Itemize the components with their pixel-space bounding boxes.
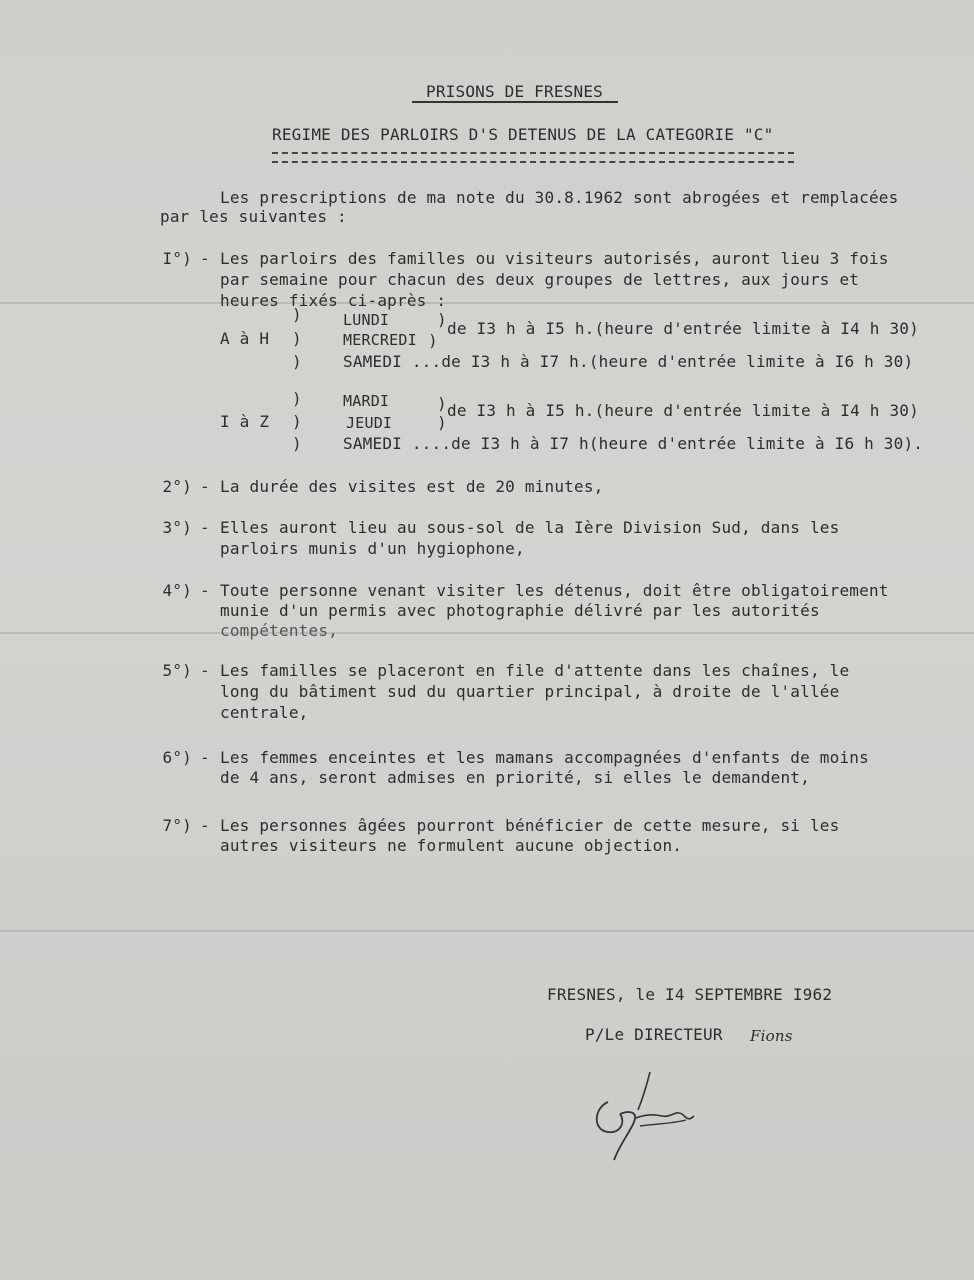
day-label: LUNDI <box>343 311 390 329</box>
group-label: I à Z <box>220 412 270 431</box>
item-line: munie d'un permis avec photographie délivré par les autorités <box>220 601 820 620</box>
item-line: Elles auront lieu au sous-sol de la Ière Division Sud, dans les <box>220 518 840 537</box>
item-number: 5°) <box>162 661 192 680</box>
item-line: de 4 ans, seront admises en priorité, si elles le demandent, <box>220 768 810 787</box>
item-number: 6°) <box>162 748 192 767</box>
bracket: ) <box>292 389 302 408</box>
item-number: I°) <box>162 249 192 268</box>
bracket: ) <box>437 394 447 413</box>
place-date: FRESNES, le I4 SEPTEMBRE I962 <box>547 985 833 1004</box>
item-line: long du bâtiment sud du quartier principal, à droite de l'allée <box>220 682 840 701</box>
item-line: centrale, <box>220 703 309 722</box>
intro-line-1: Les prescriptions de ma note du 30.8.1962 sont abrogées et remplacées <box>220 188 899 207</box>
bracket: ) <box>428 331 438 350</box>
item-number: 7°) <box>162 816 192 835</box>
saturday-line: SAMEDI ...de I3 h à I7 h.(heure d'entrée limite à I6 h 30) <box>343 352 914 371</box>
bracket: ) <box>292 305 302 324</box>
item-line: Les parloirs des familles ou visiteurs autorisés, auront lieu 3 fois <box>220 249 889 268</box>
item-dash: - <box>200 661 210 680</box>
paper-fold <box>0 632 974 634</box>
item-dash: - <box>200 477 210 496</box>
item-dash: - <box>200 249 210 268</box>
item-number: 2°) <box>162 477 192 496</box>
item-line: parloirs munis d'un hygiophone, <box>220 539 525 558</box>
double-rule <box>272 152 794 163</box>
hours-line: de I3 h à I5 h.(heure d'entrée limite à I4 h 30) <box>447 319 919 338</box>
paper-fold <box>0 930 974 932</box>
bracket: ) <box>437 310 447 329</box>
intro-line-2: par les suivantes : <box>160 207 347 226</box>
title-underline <box>412 101 618 103</box>
bracket: ) <box>292 352 302 371</box>
saturday-line: SAMEDI ....de I3 h à I7 h(heure d'entrée limite à I6 h 30). <box>343 434 924 453</box>
signatory: P/Le DIRECTEUR <box>585 1025 723 1044</box>
item-line: Les familles se placeront en file d'attente dans les chaînes, le <box>220 661 850 680</box>
document-title: PRISONS DE FRESNES <box>426 82 603 101</box>
item-line: Les femmes enceintes et les mamans accompagnées d'enfants de moins <box>220 748 869 767</box>
item-number: 4°) <box>162 581 192 600</box>
hours-line: de I3 h à I5 h.(heure d'entrée limite à I4 h 30) <box>447 401 919 420</box>
item-line: Toute personne venant visiter les détenus, doit être obligatoirement <box>220 581 889 600</box>
item-dash: - <box>200 748 210 767</box>
item-line: Les personnes âgées pourront bénéficier de cette mesure, si les <box>220 816 840 835</box>
document-subtitle: REGIME DES PARLOIRS D'S DETENUS DE LA CATEGORIE "C" <box>272 125 774 144</box>
item-line: La durée des visites est de 20 minutes, <box>220 477 604 496</box>
group-label: A à H <box>220 329 270 348</box>
bracket: ) <box>292 329 302 348</box>
handwritten-signature <box>590 1070 710 1165</box>
bracket: ) <box>437 413 447 432</box>
day-label: MERCREDI <box>343 331 417 349</box>
day-label: JEUDI <box>346 414 393 432</box>
item-dash: - <box>200 816 210 835</box>
signatory-name: Fions <box>750 1027 793 1045</box>
item-number: 3°) <box>162 518 192 537</box>
item-dash: - <box>200 518 210 537</box>
item-line: heures fixés ci-après : <box>220 291 447 310</box>
item-dash: - <box>200 581 210 600</box>
bracket: ) <box>292 434 302 453</box>
item-line: compétentes, <box>220 621 338 640</box>
paper-fold <box>0 302 974 304</box>
item-line: par semaine pour chacun des deux groupes de lettres, aux jours et <box>220 270 860 289</box>
bracket: ) <box>292 412 302 431</box>
item-line: autres visiteurs ne formulent aucune objection. <box>220 836 683 855</box>
day-label: MARDI <box>343 392 390 410</box>
